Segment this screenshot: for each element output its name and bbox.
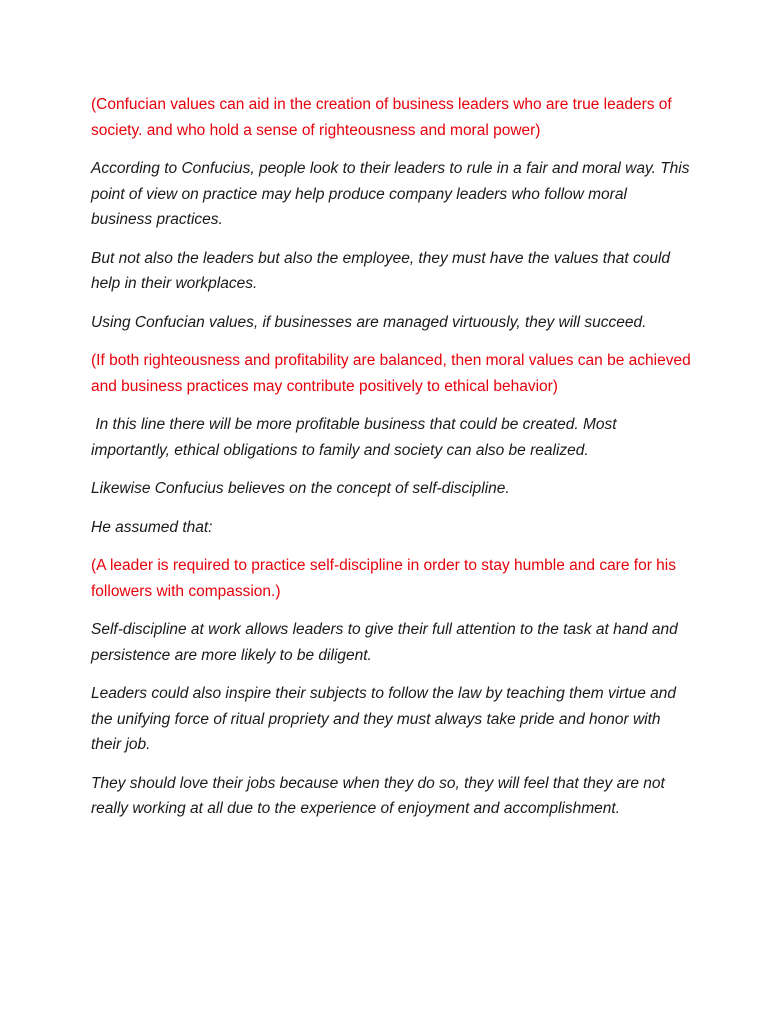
body-paragraph-9: They should love their jobs because when they do so, they will feel that they are not really working at all due to the experience of enjoyment and accomplishment. [91,774,665,817]
body-paragraph-7: Self-discipline at work allows leaders to give their full attention to the task at hand and persistence are more likely to be diligent. [91,621,678,664]
body-paragraph-8: Leaders could also inspire their subjects to follow the law by teaching them virtue and the unifying force of ritual propriety and they must always take pride and honor with their job. [91,685,677,753]
body-paragraph-1: According to Confucius, people look to their leaders to rule in a fair and moral way. This point of view on practice may help produce company leaders who follow moral business practices. [91,160,690,228]
body-paragraph-6: He assumed that: [91,518,213,536]
highlight-paragraph-1: (Confucian values can aid in the creation of business leaders who are true leaders of society. and who hold a sense of righteousness and moral power) [91,96,672,139]
document-body [91,92,691,835]
highlight-paragraph-2: (If both righteousness and profitability are balanced, then moral values can be achieved and business practices may contribute positively to ethical behavior) [91,352,691,395]
body-paragraph-4: In this line there will be more profitable business that could be created. Most importantly, ethical obligations to family and society can also be realized. [91,416,621,459]
body-paragraph-5: Likewise Confucius believes on the concept of self-discipline. [91,480,510,497]
body-paragraph-3: Using Confucian values, if businesses are managed virtuously, they will succeed. [91,313,647,331]
highlight-paragraph-3: (A leader is required to practice self-discipline in order to stay humble and care for his followers with compassion.) [91,557,676,600]
body-paragraph-2: But not also the leaders but also the employee, they must have the values that could help in their workplaces. [91,249,671,292]
